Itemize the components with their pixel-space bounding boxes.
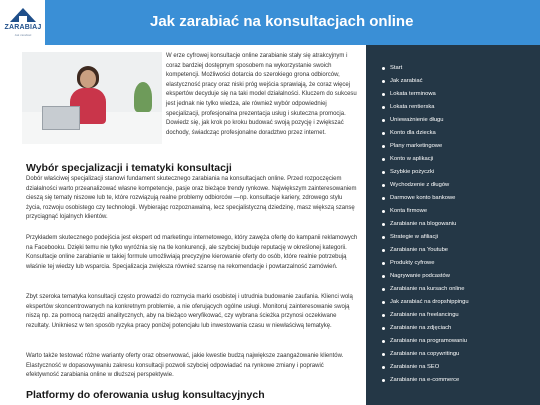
sidebar-item-label: Konta firmowe — [390, 208, 428, 214]
sidebar-item[interactable] — [382, 218, 469, 231]
sidebar-item-label: Szybkie pożyczki — [390, 169, 435, 175]
sidebar-item[interactable] — [382, 361, 469, 374]
bullet-icon — [382, 288, 385, 291]
sidebar-item[interactable] — [382, 244, 469, 257]
sidebar-item-label: Zarabianie na programowaniu — [390, 338, 468, 344]
site-logo[interactable] — [0, 0, 45, 45]
sidebar-item[interactable] — [382, 374, 469, 387]
sidebar-item-label: Plany marketingowe — [390, 143, 443, 149]
bullet-icon — [382, 171, 385, 174]
sidebar-item-label: Zarabianie na copywritingu — [390, 351, 460, 357]
bullet-icon — [382, 210, 385, 213]
bullet-icon — [382, 353, 385, 356]
page-title: Jak zarabiać na konsultacjach online — [150, 13, 414, 30]
bullet-icon — [382, 236, 385, 239]
sidebar-item[interactable] — [382, 127, 469, 140]
laptop-icon — [42, 106, 80, 130]
hero-plant — [134, 82, 152, 112]
logo-mark-detail — [19, 16, 27, 22]
bullet-icon — [382, 80, 385, 83]
sidebar-item-label: Zarabianie na blogowaniu — [390, 221, 457, 227]
sidebar-item-label: Konto w aplikacji — [390, 156, 434, 162]
sidebar-item[interactable] — [382, 257, 469, 270]
sidebar-item-label: Jak zarabiać — [390, 78, 423, 84]
site-header — [0, 0, 540, 45]
bullet-icon — [382, 197, 385, 200]
article-content — [22, 52, 362, 405]
sidebar-item-label: Unieważnienie długu — [390, 117, 444, 123]
paragraph: Zbyt szeroka tematyka konsultacji często prowadzi do rozmycia marki osobistej i utrudnia budowanie zaufania. Klienci wolą ekspertów skoncentrowanych na konkretnym problemie, a nie oferujących ogólne usługi. Monitoruj zainteresowanie swoją niszą np. za pomocą narzędzi analitycznych, aby na bieżąco weryfikować, czy wybrana ścieżka przynosi oczekiwane rezultaty. Unikniesz w ten sposób ryzyka pracy poniżej potencjału lub inwestowania czasu w niewłaściwą tematykę. — [26, 294, 353, 329]
bullet-icon — [382, 340, 385, 343]
hero-image — [22, 52, 162, 144]
bullet-icon — [382, 262, 385, 265]
bullet-icon — [382, 275, 385, 278]
hero-person-head — [80, 70, 96, 88]
paragraph: Warto także testować różne warianty oferty oraz obserwować, jakie kwestie budzą największe zaangażowanie klientów. Elastyczność w dopasowywaniu zakresu konsultacji pozwoli szybciej odpowiadać na rynkowe zmiany i poprawić efektywność zarabiania online w dłuższej perspektywie. — [26, 353, 344, 379]
sidebar-item[interactable] — [382, 348, 469, 361]
paragraph: Dobór właściwej specjalizacji stanowi fundament skutecznego zarabiania na konsultacjach online. Przed rozpoczęciem działalności warto przeanalizować własne kompetencje, pasje oraz bieżące trendy rynkowe. Największym zainteresowaniem cieszą się tematy niszowe lub te, które rozwiązują realne problemy odbiorców —np. konsultacje kariery, zdrowego stylu życia, rozwoju osobistego czy technologii. Wybierając rozpoznawalną, lecz specjalistyczną dziedzinę, masz większą szansę przyciągnąć lojalnych klientów. — [26, 176, 357, 221]
sidebar-item-label: Strategie w afiliacji — [390, 234, 439, 240]
sidebar-item[interactable] — [382, 205, 469, 218]
bullet-icon — [382, 314, 385, 317]
sidebar-item-label: Jak zarabiać na dropshippingu — [390, 299, 469, 305]
intro-paragraph: W erze cyfrowej konsultacje online zarabianie stały się atrakcyjnym i coraz bardziej dostępnym sposobem na wykorzystanie swoich kompetencji. Możliwości dotarcia do szerokiego grona odbiorców, elastyczność pracy oraz niski próg wejścia sprawiają, że coraz więcej ekspertów decyduje się na taki model działalności. Kluczem do sukcesu jest jednak nie tylko wiedza, ale również wybór odpowiedniej specjalizacji, profesjonalna prezentacja usług i skuteczna promocja. Dowiedz się, jak krok po kroku budować swoją pozycję i zwiększać dochody, świadcząc profesjonalne doradztwo przez internet. — [166, 53, 357, 136]
bullet-icon — [382, 184, 385, 187]
sidebar-item-label: Zarabianie na e-commerce — [390, 377, 460, 383]
sidebar-item-label: Wychodzenie z długów — [390, 182, 450, 188]
sidebar-item[interactable] — [382, 166, 469, 179]
bullet-icon — [382, 93, 385, 96]
logo-name: ZARABIAJ — [4, 24, 42, 31]
section-heading-platforms: Platformy do oferowania usług konsultacyjnych — [26, 389, 265, 401]
paragraph: Przykładem skutecznego podejścia jest ekspert od marketingu internetowego, który zawęża ofertę do kampanii reklamowych na Facebooku. Dzięki temu nie tylko wyróżnia się na tle konkurencji, ale szybciej buduje reputację w określonej kategorii. Konsultacje online zarabianie w takiej formule umożliwiają precyzyjne kierowanie oferty do osób, które realnie potrzebują właśnie tej wiedzy lub wsparcia. Specjalizacja zwiększa również szansę na rekomendacje i powtarzalność zamówień. — [26, 235, 358, 270]
sidebar-item-label: Produkty cyfrowe — [390, 260, 435, 266]
sidebar-item[interactable] — [382, 153, 469, 166]
sidebar-item-label: Darmowe konto bankowe — [390, 195, 456, 201]
sidebar-item-label: Zarabianie na kursach online — [390, 286, 465, 292]
sidebar-item[interactable] — [382, 283, 469, 296]
sidebar-item-label: Zarabianie na freelancingu — [390, 312, 459, 318]
bullet-icon — [382, 366, 385, 369]
sidebar-item-label: Nagrywanie podcastów — [390, 273, 450, 279]
sidebar-item-label: Lokata terminowa — [390, 91, 436, 97]
sidebar-item-label: Konto dla dziecka — [390, 130, 436, 136]
sidebar-item[interactable] — [382, 62, 469, 75]
bullet-icon — [382, 158, 385, 161]
bullet-icon — [382, 132, 385, 135]
bullet-icon — [382, 145, 385, 148]
bullet-icon — [382, 301, 385, 304]
bullet-icon — [382, 327, 385, 330]
sidebar-item[interactable] — [382, 101, 469, 114]
sidebar-item[interactable] — [382, 114, 469, 127]
sidebar-menu — [382, 62, 469, 387]
sidebar-item-label: Lokata rentierska — [390, 104, 435, 110]
sidebar-nav — [366, 45, 540, 405]
section-heading-specialization: Wybór specjalizacji i tematyki konsultacji — [26, 162, 232, 174]
bullet-icon — [382, 249, 385, 252]
sidebar-item[interactable] — [382, 296, 469, 309]
sidebar-item[interactable] — [382, 179, 469, 192]
sidebar-item-label: Zarabianie na SEO — [390, 364, 440, 370]
sidebar-item[interactable] — [382, 192, 469, 205]
sidebar-item[interactable] — [382, 140, 469, 153]
sidebar-item[interactable] — [382, 322, 469, 335]
logo-tagline: Jak zarabiać — [14, 33, 32, 37]
bullet-icon — [382, 67, 385, 70]
bullet-icon — [382, 379, 385, 382]
sidebar-item[interactable] — [382, 75, 469, 88]
sidebar-item[interactable] — [382, 231, 469, 244]
sidebar-item-label: Start — [390, 65, 403, 71]
sidebar-item[interactable] — [382, 88, 469, 101]
sidebar-item[interactable] — [382, 270, 469, 283]
sidebar-item-label: Zarabianie na zdjęciach — [390, 325, 452, 331]
sidebar-item[interactable] — [382, 335, 469, 348]
sidebar-item-label: Zarabianie na Youtube — [390, 247, 449, 253]
bullet-icon — [382, 223, 385, 226]
sidebar-item[interactable] — [382, 309, 469, 322]
bullet-icon — [382, 119, 385, 122]
bullet-icon — [382, 106, 385, 109]
